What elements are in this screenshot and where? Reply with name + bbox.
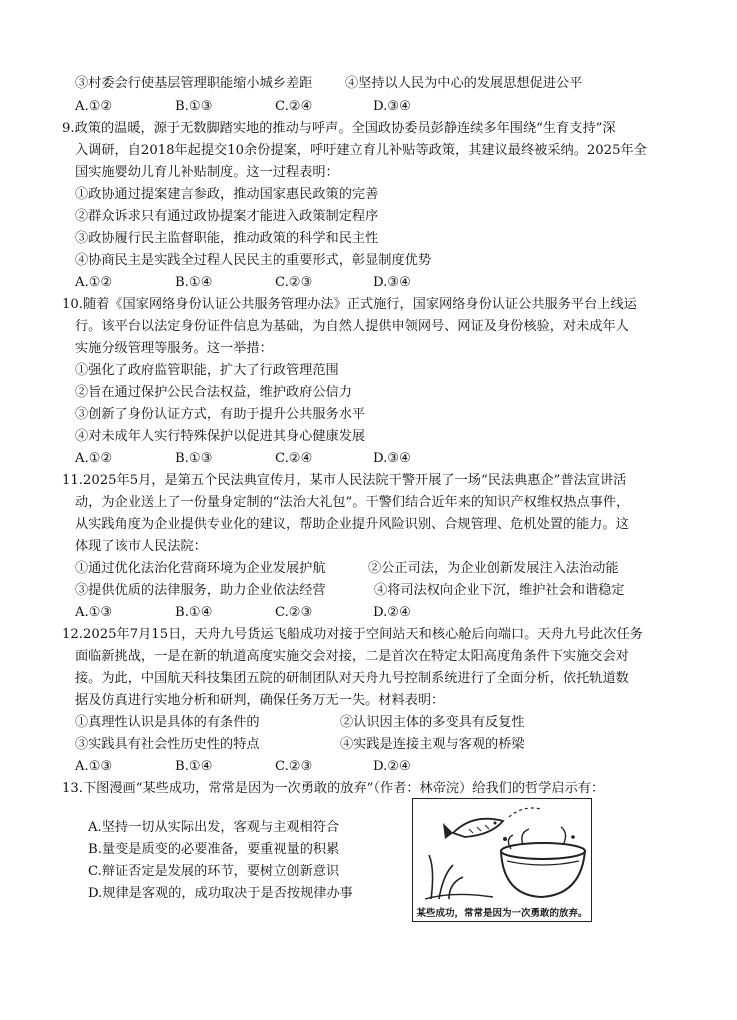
q10-stem-line-1: 10.随着《国家网络身份认证公共服务管理办法》正式施行，国家网络身份认证公共服务平台上线运: [62, 297, 637, 312]
q8-option-c[interactable]: C.②④: [275, 99, 313, 114]
q12-statement-4: ④实践是连接主观与客观的桥梁: [340, 737, 525, 752]
q12-option-d[interactable]: D.②④: [373, 759, 411, 774]
q9-stem-line-2: 入调研，自2018年起提交10余份提案，呼吁建立育儿补贴等政策，其建议最终被采纳。2025年全: [75, 143, 647, 158]
q11-option-a[interactable]: A.①③: [75, 605, 113, 620]
q9-statement-2: ②群众诉求只有通过政协提案才能进入政策制定程序: [75, 209, 379, 224]
q11-stem-line-1: 11.2025年5月，是第五个民法典宣传月，某市人民法院干警开展了一场“民法典惠企”普法宣讲活: [62, 473, 627, 488]
q11-option-c[interactable]: C.②③: [275, 605, 313, 620]
q10-options: [75, 449, 411, 469]
fish-leaping-from-bowl-illustration: [413, 799, 591, 905]
q12-option-c[interactable]: C.②③: [275, 759, 313, 774]
q13-choice-c[interactable]: C.辩证否定是发展的环节，要树立创新意识: [88, 864, 340, 879]
q9-option-a[interactable]: A.①②: [75, 275, 113, 290]
q11-stem-line-2: 动，为企业送上了一份量身定制的“法治大礼包”。干警们结合近年来的知识产权维权热点事件，: [75, 495, 630, 510]
q12-statement-2: ②认识因主体的多变具有反复性: [340, 715, 525, 730]
q10-option-a[interactable]: A.①②: [75, 451, 113, 466]
q12-statement-3: ③实践具有社会性历史性的特点: [75, 737, 260, 752]
cartoon-caption: 某些成功，常常是因为一次勇敢的放弃。: [416, 908, 588, 919]
q11-options: [75, 603, 411, 623]
q13-stem: 13.下图漫画“某些成功，常常是因为一次勇敢的放弃”（作者：林帝浣）给我们的哲学启示有：: [62, 781, 605, 796]
q10-option-c[interactable]: C.②④: [275, 451, 313, 466]
q8-stmt3: ③村委会行使基层管理职能缩小城乡差距: [75, 76, 313, 91]
q8-option-b[interactable]: B.①③: [175, 99, 213, 114]
q10-statement-1: ①强化了政府监管职能，扩大了行政管理范围: [75, 363, 339, 378]
q10-stem-line-3: 实施分级管理等服务。这一举措：: [75, 341, 273, 356]
q11-stem-line-4: 体现了该市人民法院：: [75, 539, 207, 554]
q10-statement-2: ②旨在通过保护公民合法权益，维护政府公信力: [75, 385, 352, 400]
q11-statement-4: ④将司法权向企业下沉，维护社会和谐稳定: [374, 583, 625, 598]
q12-stem-line-2: 面临新挑战，一是在新的轨道高度实施交会对接，二是首次在特定太阳高度角条件下实施交会对: [75, 649, 629, 664]
q11-option-d[interactable]: D.②④: [373, 605, 411, 620]
q10-statement-3: ③创新了身份认证方式，有助于提升公共服务水平: [75, 407, 366, 422]
q10-stem-line-2: 行。该平台以法定身份证件信息为基础，为自然人提供申领网号、网证及身份核验，对未成年人: [75, 319, 629, 334]
q8-options: [75, 97, 411, 117]
q8-option-a[interactable]: A.①②: [75, 99, 113, 114]
q9-stem-line-1: 9.政策的温暖，源于无数脚踏实地的推动与呼声。全国政协委员彭静连续多年围绕“生育支持”深: [62, 121, 616, 136]
q11-statement-2: ②公正司法，为企业创新发展注入法治动能: [368, 561, 619, 576]
q9-statement-1: ①政协通过提案建言参政，推动国家惠民政策的完善: [75, 187, 379, 202]
q12-stem-line-3: 接。为此，中国航天科技集团五院的研制团队对天舟九号控制系统进行了全面分析，依托轨道数: [75, 671, 629, 686]
q11-stem-line-3: 从实践角度为企业提供专业化的建议，帮助企业提升风险识别、合规管理、危机处置的能力。这: [75, 517, 629, 532]
q12-options: [75, 757, 411, 777]
q12-option-b[interactable]: B.①④: [175, 759, 213, 774]
q9-statement-4: ④协商民主是实践全过程人民民主的重要形式，彰显制度优势: [75, 253, 432, 268]
q10-option-b[interactable]: B.①③: [175, 451, 213, 466]
q11-statement-3: ③提供优质的法律服务，助力企业依法经营: [75, 583, 326, 598]
q9-option-d[interactable]: D.③④: [373, 275, 411, 290]
q9-option-b[interactable]: B.①④: [175, 275, 213, 290]
q9-statement-3: ③政协履行民主监督职能，推动政策的科学和民主性: [75, 231, 379, 246]
q10-statement-4: ④对未成年人实行特殊保护以促进其身心健康发展: [75, 429, 366, 444]
q11-option-b[interactable]: B.①④: [175, 605, 213, 620]
q9-option-c[interactable]: C.②③: [275, 275, 313, 290]
q13-choice-b[interactable]: B.量变是质变的必要准备，要重视量的积累: [88, 842, 340, 857]
q12-stem-line-4: 据及仿真进行实地分析和研判，确保任务万无一失。材料表明：: [75, 693, 445, 708]
q8-option-d[interactable]: D.③④: [373, 99, 411, 114]
q8-stmt4: ④坚持以人民为中心的发展思想促进公平: [345, 76, 583, 91]
q11-statement-1: ①通过优化法治化营商环境为企业发展护航: [75, 561, 326, 576]
q10-option-d[interactable]: D.③④: [373, 451, 411, 466]
q13-choice-a[interactable]: A.坚持一切从实际出发，客观与主观相符合: [88, 820, 340, 835]
q12-option-a[interactable]: A.①③: [75, 759, 113, 774]
q13-cartoon: [412, 798, 592, 922]
q12-statement-1: ①真理性认识是具体的有条件的: [75, 715, 260, 730]
q12-stem-line-1: 12.2025年7月15日，天舟九号货运飞船成功对接于空间站天和核心舱后向端口。天舟九号此次任务: [62, 627, 643, 642]
q9-options: [75, 273, 411, 293]
q13-choice-d[interactable]: D.规律是客观的，成功取决于是否按规律办事: [88, 886, 353, 901]
q9-stem-line-3: 国实施婴幼儿育儿补贴制度。这一过程表明：: [75, 165, 339, 180]
